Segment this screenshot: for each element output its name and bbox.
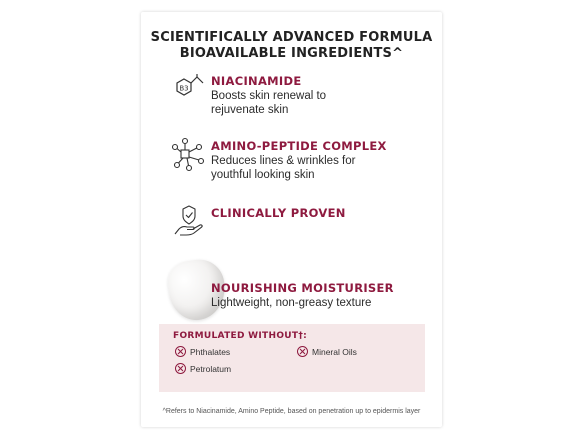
product-info-card — [141, 12, 442, 427]
headline-line-1: SCIENTIFICALLY ADVANCED FORMULA — [150, 30, 433, 45]
b3-molecule-icon — [171, 74, 205, 104]
benefit-description — [211, 154, 431, 182]
excluded-ingredient-label: Phthalates — [190, 347, 231, 357]
headline — [141, 30, 442, 62]
cross-circle-icon — [175, 346, 186, 357]
cross-circle-icon — [297, 346, 308, 357]
footnote: ^Refers to Niacinamide, Amino Peptide, based on penetration up to epidermis layer — [162, 408, 421, 415]
benefit-title: AMINO-PEPTIDE COMPLEX — [211, 139, 387, 153]
excluded-ingredient — [297, 346, 357, 358]
excluded-ingredient-label: Mineral Oils — [312, 347, 357, 357]
benefit-desc-line: youthful looking skin — [211, 169, 315, 181]
hand-shield-check-icon — [171, 204, 207, 238]
peptide-chain-icon — [171, 137, 207, 173]
benefit-desc-line: rejuvenate skin — [211, 104, 289, 116]
benefit-title: NOURISHING MOISTURISER — [211, 281, 394, 295]
benefit-title: CLINICALLY PROVEN — [211, 206, 346, 220]
excluded-ingredient-label: Petrolatum — [190, 364, 232, 374]
benefit-description — [211, 89, 431, 117]
b3-icon-label: B3 — [179, 84, 189, 93]
benefit-clinically-proven — [171, 206, 431, 246]
benefit-desc-line: Reduces lines & wrinkles for — [211, 155, 356, 167]
formulated-without-title: FORMULATED WITHOUT†: — [173, 331, 308, 341]
benefit-description — [211, 296, 426, 310]
formulated-without-box — [159, 324, 425, 392]
benefit-desc-line: Boosts skin renewal to — [211, 90, 327, 102]
benefit-desc-line: Lightweight, non-greasy texture — [211, 297, 372, 309]
cross-circle-icon — [175, 363, 186, 374]
benefit-amino-peptide — [171, 139, 431, 184]
excluded-ingredient — [175, 363, 231, 375]
headline-line-2: BIOAVAILABLE INGREDIENTS^ — [179, 46, 404, 61]
benefit-niacinamide — [171, 74, 431, 114]
excluded-ingredient — [175, 346, 230, 358]
benefit-title: NIACINAMIDE — [211, 74, 302, 88]
benefit-nourishing-moisturiser — [159, 254, 431, 324]
